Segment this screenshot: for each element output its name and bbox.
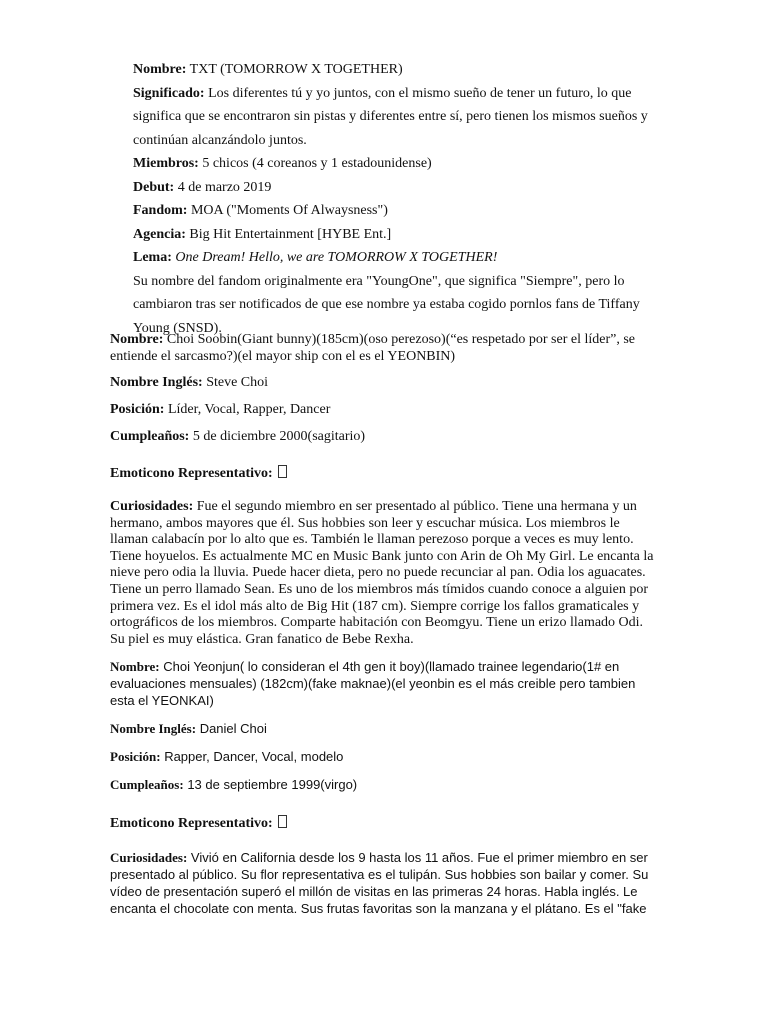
group-motto-line: Lema: One Dream! Hello, we are TOMORROW X TOGETHER! xyxy=(133,250,498,265)
soobin-trivia: Curiosidades: Fue el segundo miembro en ser presentado al público. Tiene una hermana y un hermano, ambos mayores que él. Sus hobbies son leer y escuchar música. Los miembros le llaman calabacín por lo alto que es. También le llaman perezoso porque a veces es muy lento. Tiene hoyuelos. Es actualmente MC en Music Bank junto con Arin de Oh My Girl. Le encanta la nieve pero odia la lluvia. Puede hacer dieta, pero no puede recunciar al pan. Odia los aguacates. Tiene un perro llamado Sean. Es uno de los miembros más tímidos cuando conoce a alguien por primera vez. Es el idol más alto de Big Hit (187 cm). Siempre corrige los fallos gramaticales y ortográficos de los miembros. Comparte habitación con Beomgyu. Tiene un erizo llamado Odi. Su piel es muy elástica. Gran fanatico de Bebe Rexha. xyxy=(110,499,654,647)
soobin-name: Choi Soobin(Giant bunny)(185cm)(oso perezoso)(“es respetado por ser el líder”, se entiende el sarcasmo?)(el mayor ship con el es el YEONBIN) xyxy=(110,332,635,364)
group-members: 5 chicos (4 coreanos y 1 estadounidense) xyxy=(202,156,432,171)
group-meaning-line: Significado: Los diferentes tú y yo juntos, con el mismo sueño de tener un futuro, lo que significa que se encontraron sin pistas y diferentes entre sí, pero tienen los mismos sueños y continúan alcanzándolo juntos. xyxy=(133,85,648,148)
group-meaning: Los diferentes tú y yo juntos, con el mismo sueño de tener un futuro, lo que significa que se encontraron sin pistas y diferentes entre sí, pero tienen los mismos sueños y continúan alcanzándolo juntos. xyxy=(133,85,648,148)
yeonjun-english-name: Daniel Choi xyxy=(199,721,267,736)
group-agency: Big Hit Entertainment [HYBE Ent.] xyxy=(189,226,392,242)
yeonjun-trivia: Curiosidades: Vivió en California desde los 9 hasta los 11 años. Fue el primer miembro en ser presentado al público. Su flor representativa es el tulipán. Sus hobbies son bailar y comer. Su vídeo de presentación superó el millón de visitas en las primeras 24 horas. Habla inglés. Le encanta el chocolate con menta. Sus frutas favoritas son la manzana y el plátano. Es el "fake xyxy=(110,850,649,916)
group-debut: 4 de marzo 2019 xyxy=(177,179,272,195)
soobin-english-name: Steve Choi xyxy=(206,375,269,390)
group-info xyxy=(133,58,663,340)
group-name: TXT (TOMORROW X TOGETHER) xyxy=(189,62,403,77)
missing-glyph-icon xyxy=(278,465,287,478)
soobin-english-name-line: Nombre Inglés: Steve Choi xyxy=(110,375,269,390)
yeonjun-english-name-line: Nombre Inglés: Daniel Choi xyxy=(110,721,267,736)
group-fandom-line: Fandom: MOA ("Moments Of Alwaysness") xyxy=(133,203,388,218)
soobin-trivia-text: Fue el segundo miembro en ser presentado al público. Tiene una hermana y un hermano, ambos mayores que él. Sus hobbies son leer y escuchar música. Los miembros le llaman calabacín por lo alto que es. También le llaman perezoso porque a veces es muy lento. Tiene hoyuelos. Es actualmente MC en Music Bank junto con Arin de Oh My Girl. Le encanta la nieve pero odia la lluvia. Puede hacer dieta, pero no puede recunciar al pan. Odia los aguacates. Tiene un perro llamado Sean. Es uno de los miembros más tímidos cuando conoce a alguien por primera vez. Es el idol más alto de Big Hit (187 cm). Siempre corrige los fallos gramaticales y ortográficos de los miembros. Comparte habitación con Beomgyu. Tiene un erizo llamado Odi. Su piel es muy elástica. Gran fanatico de Bebe Rexha. xyxy=(110,499,654,647)
soobin-position-line: Posición: Líder, Vocal, Rapper, Dancer xyxy=(110,402,331,417)
group-fandom: MOA ("Moments Of Alwaysness") xyxy=(190,203,388,218)
yeonjun-position-line: Posición: Rapper, Dancer, Vocal, modelo xyxy=(110,749,344,764)
yeonjun-birthday-line: Cumpleaños: 13 de septiembre 1999(virgo) xyxy=(110,777,358,792)
group-members-line: Miembros: 5 chicos (4 coreanos y 1 estadounidense) xyxy=(133,156,432,171)
soobin-birthday: 5 de diciembre 2000(sagitario) xyxy=(192,429,366,444)
group-agency-line: Agencia: Big Hit Entertainment [HYBE Ent.] xyxy=(133,226,392,242)
missing-glyph-icon xyxy=(278,815,287,828)
group-fandom-note: Su nombre del fandom originalmente era "YoungOne", que significa "Siempre", pero lo cambiaron tras ser notificados de que ese nombre ya estaba cogido pornlos fans de Tiffany Young (SNSD). xyxy=(133,273,640,336)
group-debut-line: Debut: 4 de marzo 2019 xyxy=(133,179,272,195)
group-name-line: Nombre: TXT (TOMORROW X TOGETHER) xyxy=(133,62,403,77)
yeonjun-name: Choi Yeonjun( lo consideran el 4th gen it boy)(llamado trainee legendario(1# en evaluaciones mensuales) (182cm)(fake maknae)(el yeonbin es el más creible pero tambien esta el YEONKAI) xyxy=(110,659,636,708)
soobin-birthday-line: Cumpleaños: 5 de diciembre 2000(sagitario) xyxy=(110,429,366,444)
group-motto: One Dream! Hello, we are TOMORROW X TOGETHER! xyxy=(175,250,498,265)
soobin-emoji-line: Emoticono Representativo: xyxy=(110,465,655,482)
yeonjun-birthday: 13 de septiembre 1999(virgo) xyxy=(187,777,358,792)
yeonjun-trivia-text: Vivió en California desde los 9 hasta los 11 años. Fue el primer miembro en ser presentado al público. Su flor representativa es el tulipán. Sus hobbies son bailar y comer. Su vídeo de presentación superó el millón de visitas en las primeras 24 horas. Habla inglés. Le encanta el chocolate con menta. Sus frutas favoritas son la manzana y el plátano. Es el "fake xyxy=(110,850,649,916)
yeonjun-position: Rapper, Dancer, Vocal, modelo xyxy=(164,749,344,764)
soobin-position: Líder, Vocal, Rapper, Dancer xyxy=(167,402,331,417)
soobin-name-line: Nombre: Choi Soobin(Giant bunny)(185cm)(oso perezoso)(“es respetado por ser el líder”, se entiende el sarcasmo?)(el mayor ship con el es el YEONBIN) xyxy=(110,332,635,364)
yeonjun-emoji-line: Emoticono Representativo: xyxy=(110,815,655,832)
yeonjun-name-line: Nombre: Choi Yeonjun( lo consideran el 4th gen it boy)(llamado trainee legendario(1# en evaluaciones mensuales) (182cm)(fake maknae)(el yeonbin es el más creible pero tambien esta el YEONKAI) xyxy=(110,659,636,708)
